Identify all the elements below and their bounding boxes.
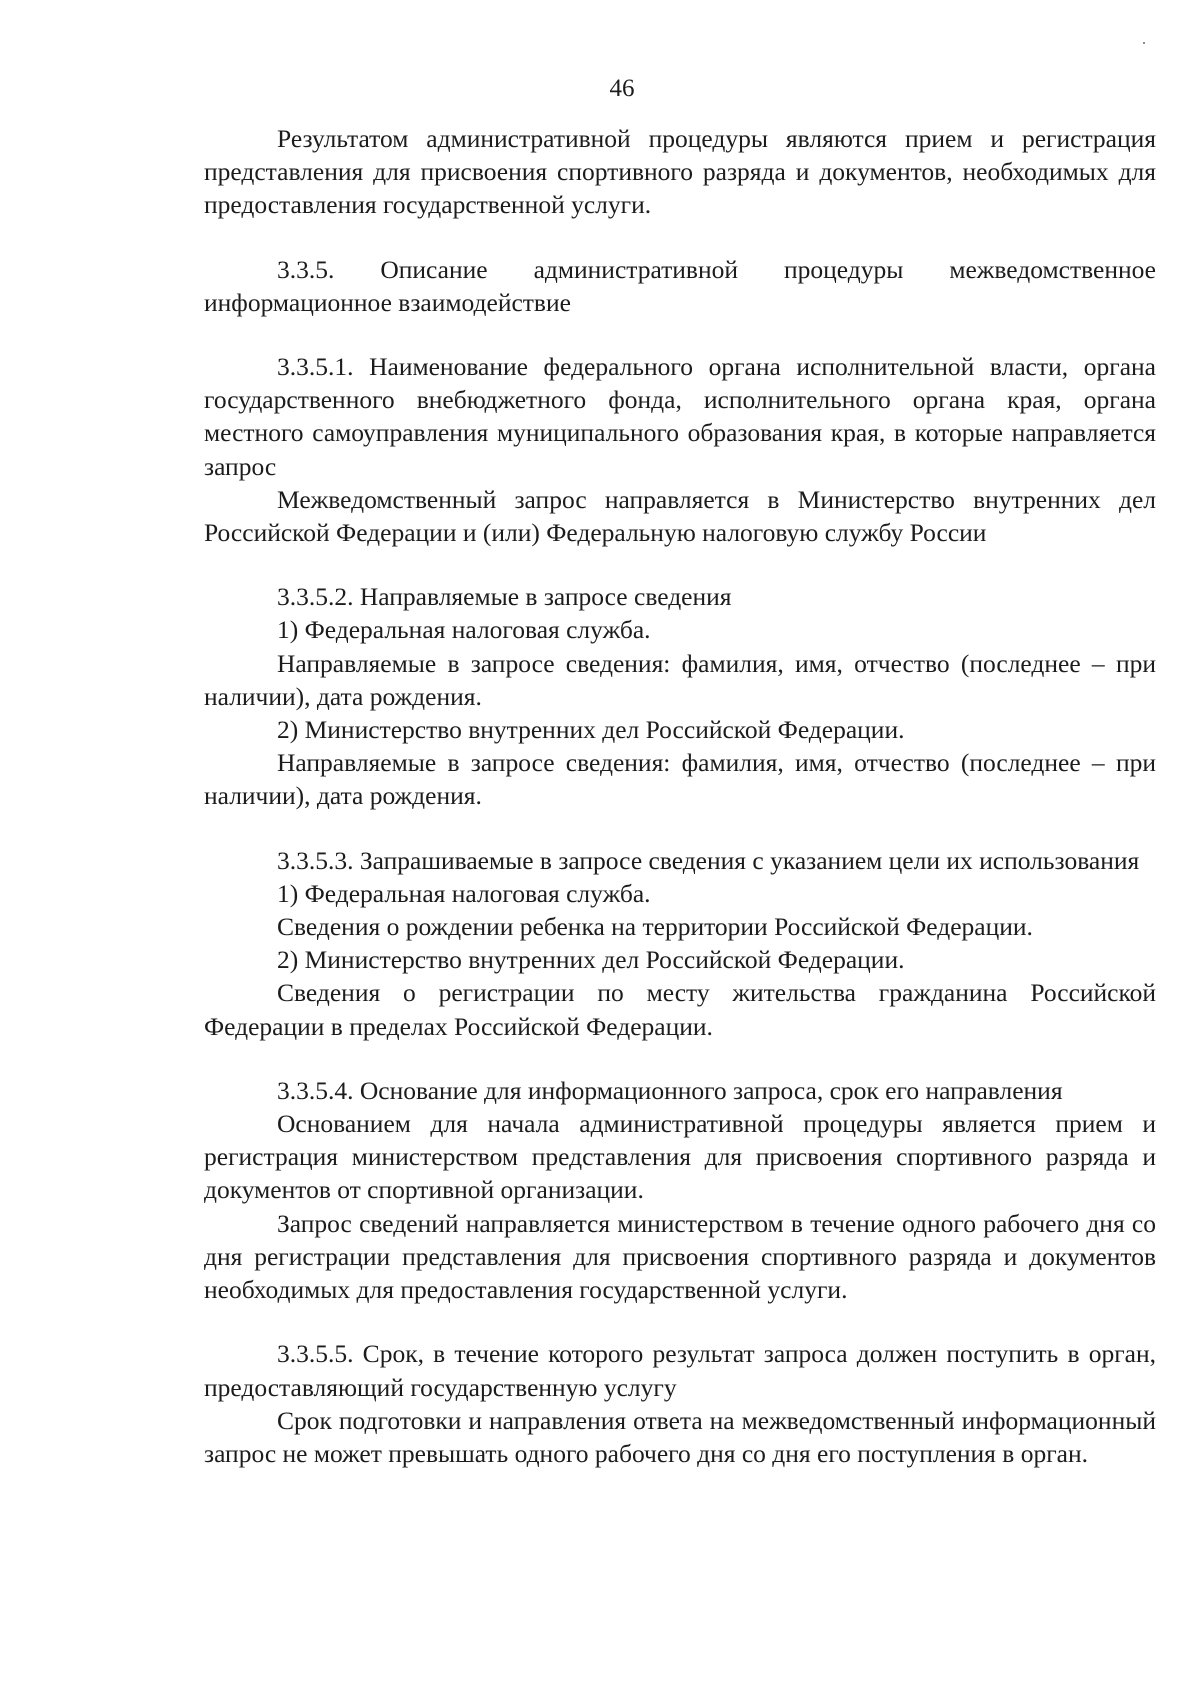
section-heading: 3.3.5.5. Срок, в течение которого результат запроса должен поступить в орган, предоставляющий государственную услугу [204,1339,1156,1402]
body-paragraph: Направляемые в запросе сведения: фамилия, имя, отчество (последнее – при наличии), дата рождения. [204,648,1156,711]
list-item: 1) Федеральная налоговая служба. [277,878,651,908]
section-3-3-5-5 [204,1337,1156,1470]
section-3-3-5-2 [204,580,1156,812]
section-heading: 3.3.5. Описание административной процедуры межведомственное информационное взаимодействие [204,254,1156,317]
list-item: 2) Министерство внутренних дел Российской Федерации. [277,715,905,745]
section-heading: 3.3.5.2. Направляемые в запросе сведения [277,582,732,612]
page-number: 46 [609,75,635,102]
section-3-3-5-1 [204,350,1156,549]
document-body [204,122,1156,1470]
body-paragraph: Срок подготовки и направления ответа на межведомственный информационный запрос не может превышать одного рабочего дня со дня его поступления в орган. [204,1405,1156,1468]
section-heading: 3.3.5.1. Наименование федерального органа исполнительной власти, органа государственного внебюджетного фонда, исполнительного органа края, органа местного самоуправления муниципального образования края, в которые направляется запрос [204,352,1156,481]
section-3-3-5 [204,253,1156,319]
body-paragraph: Направляемые в запросе сведения: фамилия, имя, отчество (последнее – при наличии), дата рождения. [204,748,1156,811]
section-3-3-5-4 [204,1074,1156,1306]
list-item: 1) Федеральная налоговая служба. [277,615,651,645]
body-paragraph: Межведомственный запрос направляется в Министерство внутренних дел Российской Федерации и (или) Федеральную налоговую службу России [204,484,1156,548]
section-heading: 3.3.5.3. Запрашиваемые в запросе сведения с указанием цели их использования [277,845,1140,875]
body-paragraph: Основанием для начала административной процедуры является прием и регистрация министерством представления для присвоения спортивного разряда и документов от спортивной организации. [204,1109,1156,1205]
section-heading: 3.3.5.4. Основание для информационного запроса, срок его направления [277,1075,1063,1105]
body-paragraph: Сведения о регистрации по месту жительства гражданина Российской Федерации в пределах Российской Федерации. [204,978,1156,1041]
list-item: 2) Министерство внутренних дел Российской Федерации. [277,945,905,975]
section-3-3-5-3 [204,844,1156,1043]
body-paragraph: Запрос сведений направляется министерством в течение одного рабочего дня со дня регистрации представления для присвоения спортивного разряда и документов необходимых для предоставления государственной услуги. [204,1208,1156,1305]
result-paragraph: Результатом административной процедуры являются прием и регистрация представления для присвоения спортивного разряда и документов, необходимых для предоставления государственной услуги. [204,124,1156,220]
scan-speck [1143,42,1145,44]
body-paragraph: Сведения о рождении ребенка на территории Российской Федерации. [277,912,1033,942]
result-section [204,122,1156,222]
